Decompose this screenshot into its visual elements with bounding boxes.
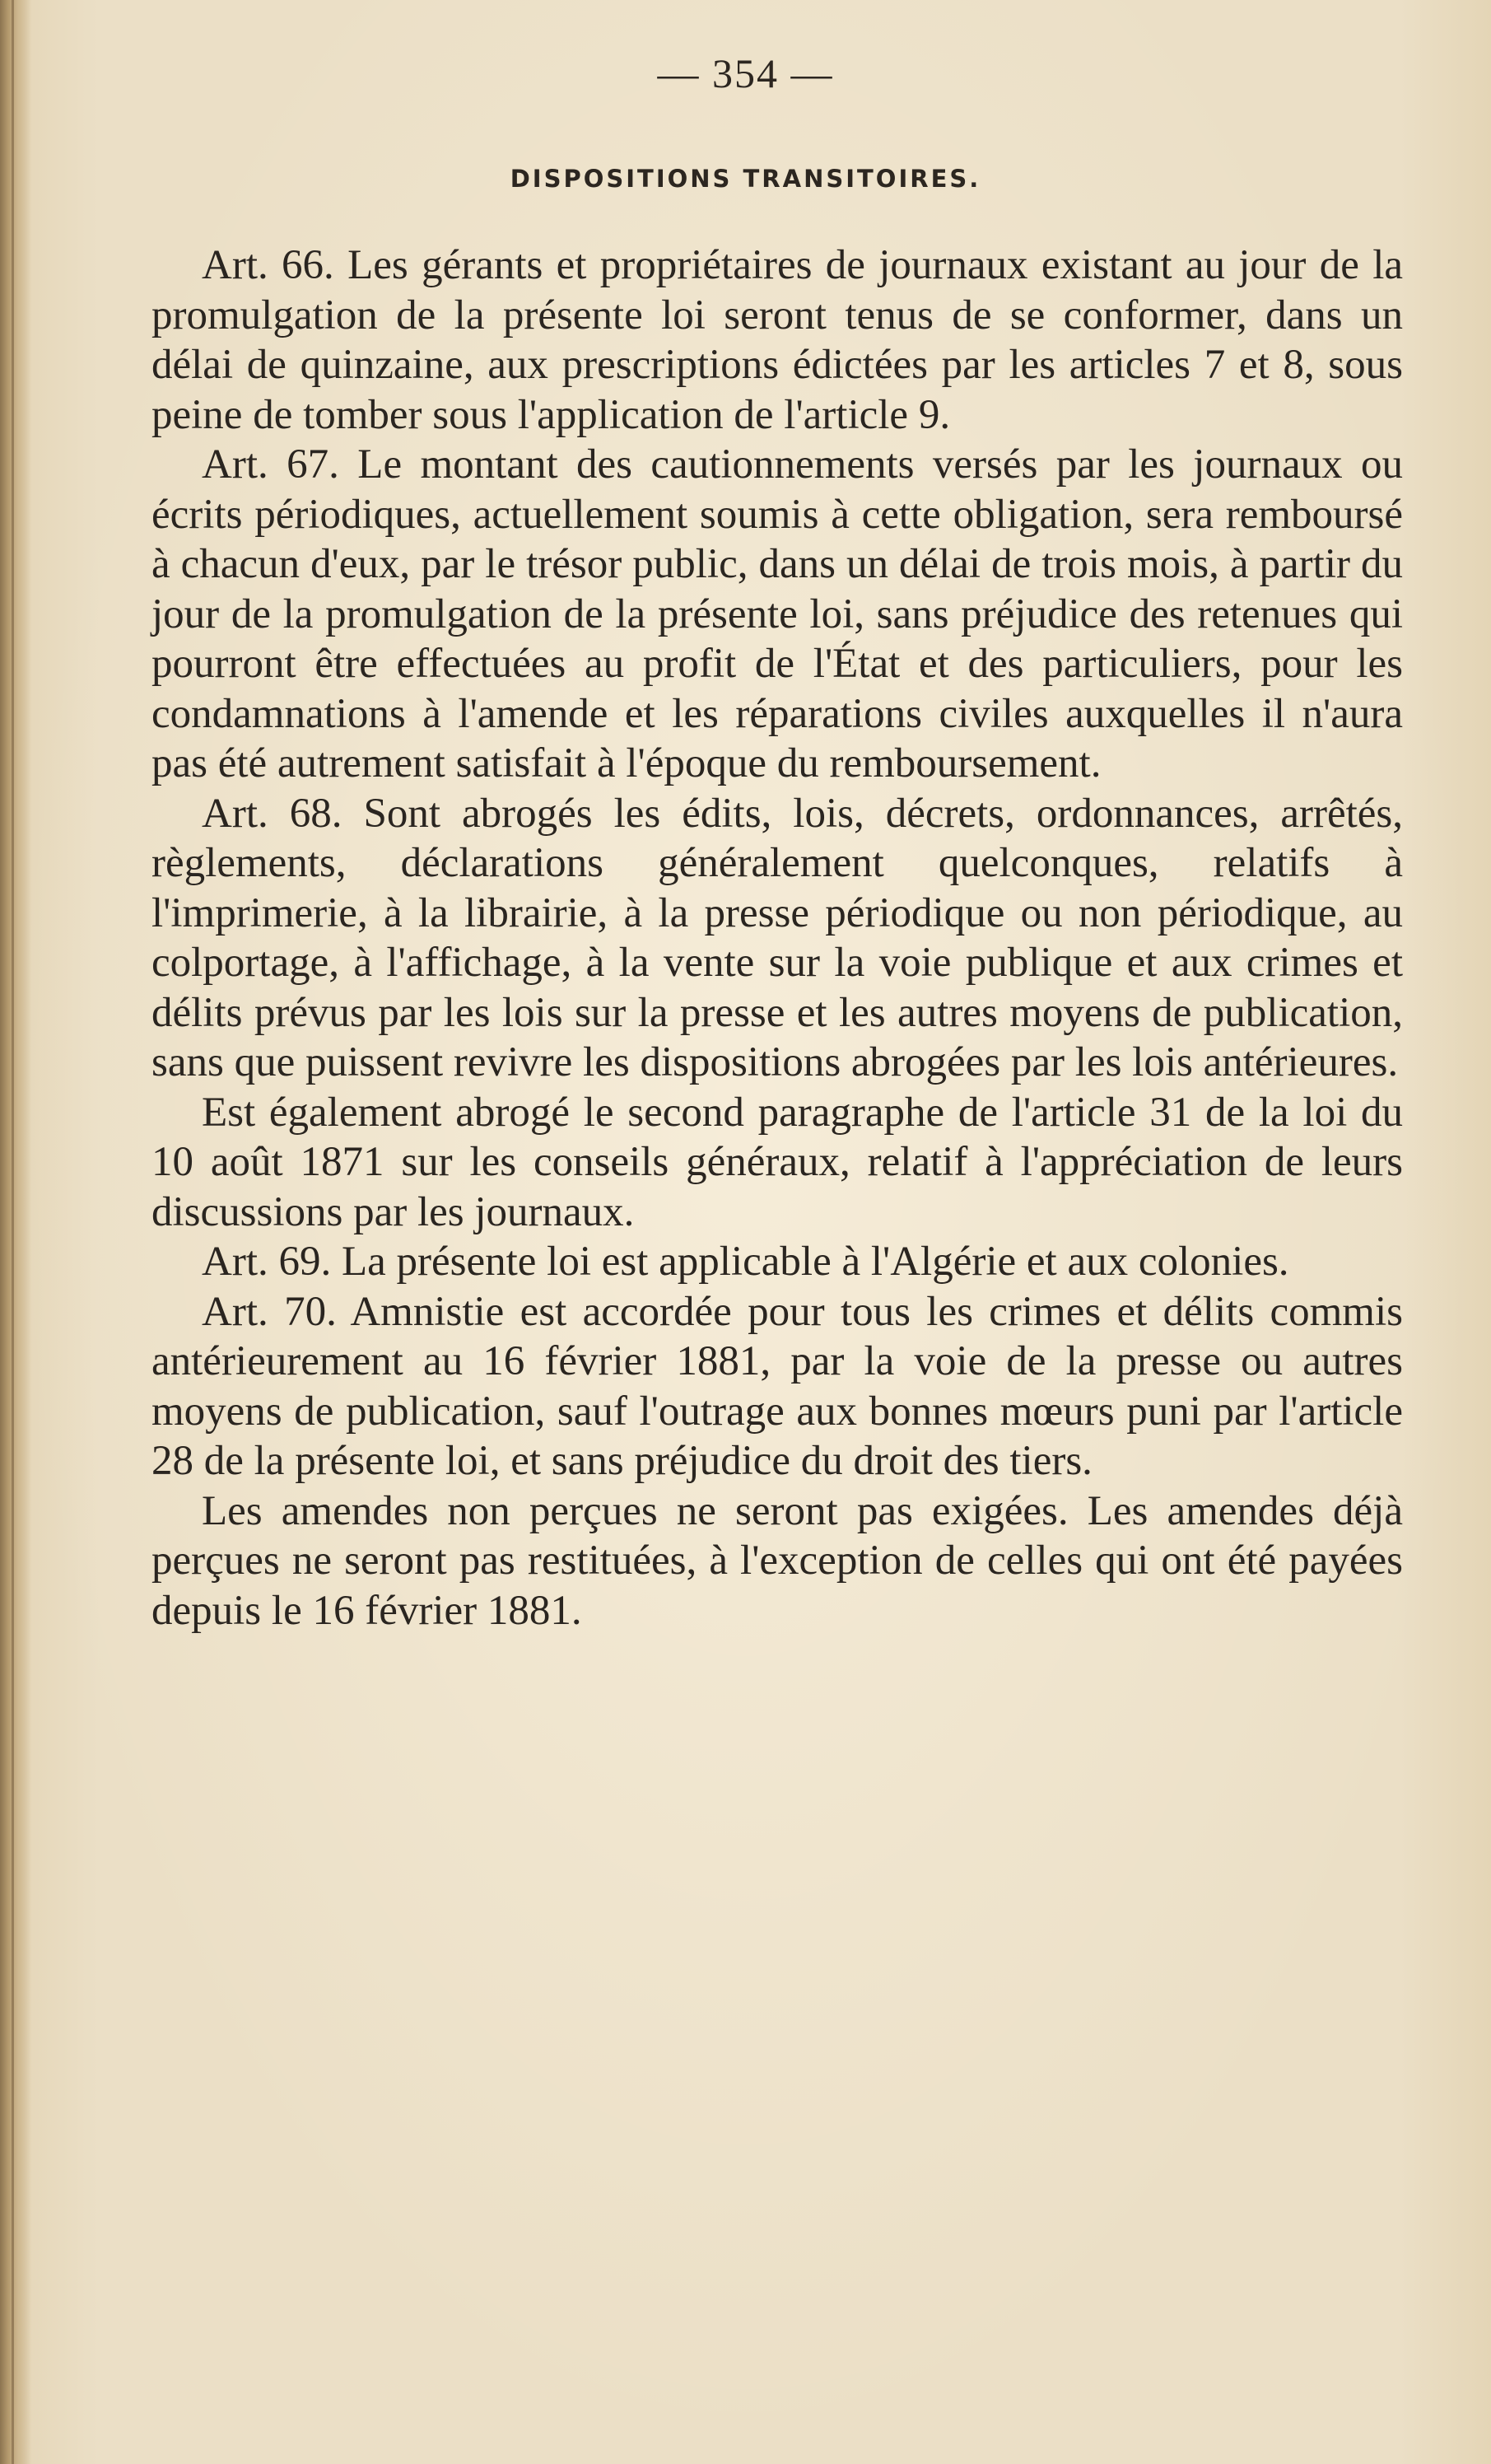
paragraph-art-66: Art. 66. Les gérants et propriétaires de journaux existant au jour de la promulgation de la présente loi seront tenus de se conformer, dans un délai de quinzaine, aux prescriptions édictées par les articles 7 et 8, sous peine de tomber sous l'application de l'article 9. — [151, 242, 1403, 438]
paragraph-art-69: Art. 69. La présente loi est applicable à l'Algérie et aux colonies. — [202, 1239, 1289, 1285]
page-number: — 354 — — [657, 50, 834, 96]
binding-crease — [12, 0, 14, 2464]
page-binding-edge — [0, 0, 31, 2464]
paragraph-art-70: Art. 70. Amnistie est accordée pour tous les crimes et délits commis antérieurement au 16 février 1881, par la voie de la presse ou autres moyens de publication, sauf l'outrage aux bonnes mœurs puni par l'article 28 de la présente loi, et sans préjudice du droit des tiers. — [151, 1288, 1403, 1484]
paragraph-art-68: Art. 68. Sont abrogés les édits, lois, décrets, ordonnances, arrêtés, règlements, déclarations généralement quelconques, relatifs à l'imprimerie, à la librairie, à la presse périodique ou non périodique, au colportage, à l'affichage, à la vente sur la voie publique et aux crimes et délits prévus par les lois sur la presse et les autres moyens de publication, sans que puissent revivre les dispositions abrogées par les lois antérieures. — [151, 790, 1403, 1085]
paragraph-art-70-amendes: Les amendes non perçues ne seront pas exigées. Les amendes déjà perçues ne seront pas restituées, à l'exception de celles qui ont été payées depuis le 16 février 1881. — [151, 1487, 1403, 1634]
paragraph-art-67: Art. 67. Le montant des cautionnements versés par les journaux ou écrits périodiques, actuellement soumis à cette obligation, sera remboursé à chacun d'eux, par le trésor public, dans un délai de trois mois, à partir du jour de la promulgation de la présente loi, sans préjudice des retenues qui pourront être effectuées au profit de l'État et des particuliers, pour les condamnations à l'amende et les réparations civiles auxquelles il n'aura pas été autrement satisfait à l'époque du remboursement. — [151, 441, 1403, 786]
section-heading: DISPOSITIONS TRANSITOIRES. — [510, 165, 981, 193]
paragraph-art-68-abrogation: Est également abrogé le second paragraphe de l'article 31 de la loi du 10 août 1871 sur les conseils généraux, relatif à l'appréciation de leurs discussions par les journaux. — [151, 1089, 1403, 1235]
page-body — [151, 240, 1403, 1636]
